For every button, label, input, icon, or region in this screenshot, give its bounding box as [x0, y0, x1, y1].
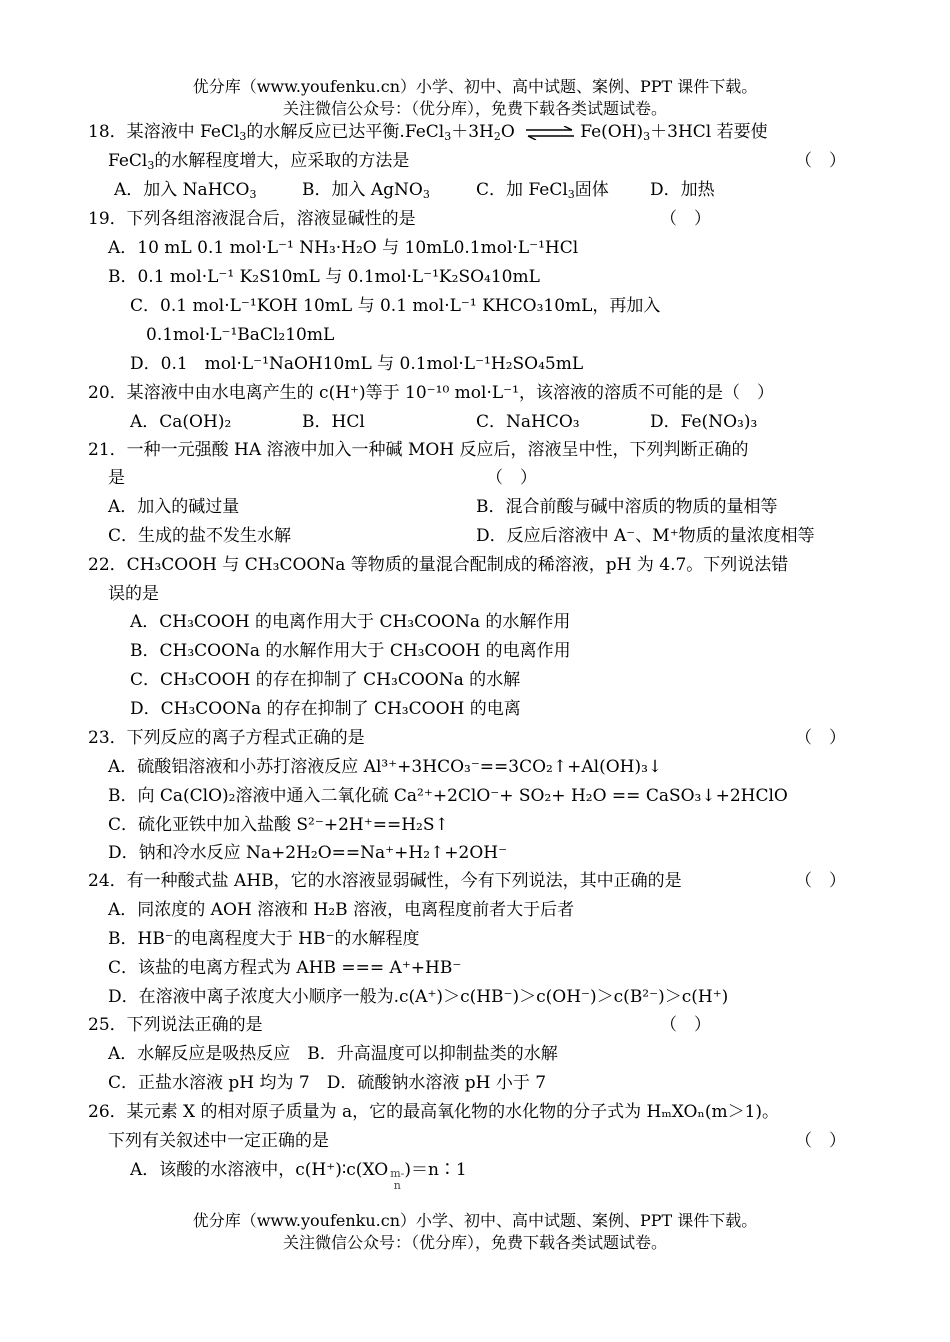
q26-answer-bracket: （ ）	[795, 1131, 846, 1151]
q20-option-a: A．Ca(OH)₂	[130, 412, 232, 432]
q26-stem-line2: 下列有关叙述中一定正确的是	[108, 1131, 329, 1151]
q19-option-c-line2: 0.1mol·L⁻¹BaCl₂10mL	[146, 325, 335, 345]
q19-stem: 19．下列各组溶液混合后，溶液显碱性的是	[88, 209, 416, 229]
q22-option-a: A．CH₃COOH 的电离作用大于 CH₃COONa 的水解作用	[130, 612, 571, 632]
q22-stem-line1: 22．CH₃COOH 与 CH₃COONa 等物质的量混合配制成的稀溶液，pH 为 4.7。下列说法错	[88, 555, 789, 575]
q21-option-a: A．加入的碱过量	[108, 497, 240, 517]
q25-options-ab: A．水解反应是吸热反应 B．升高温度可以抑制盐类的水解	[108, 1044, 558, 1064]
q24-option-d: D．在溶液中离子浓度大小顺序一般为.c(A⁺)＞c(HB⁻)＞c(OH⁻)＞c(B²⁻)＞c(H⁺)	[108, 987, 729, 1007]
q23-option-d: D．钠和冷水反应 Na+2H₂O==Na⁺+H₂↑+2OH⁻	[108, 843, 508, 863]
q23-option-b: B．向 Ca(ClO)₂溶液中通入二氧化硫 Ca²⁺+2ClO⁻+ SO₂+ H₂O == CaSO₃↓+2HClO	[108, 786, 788, 806]
q18-number: 18．	[88, 122, 127, 142]
header-line-2: 关注微信公众号：（优分库），免费下载各类试题试卷。	[282, 99, 667, 118]
q25-options-cd: C．正盐水溶液 pH 均为 7 D．硫酸钠水溶液 pH 小于 7	[108, 1073, 547, 1093]
q19-option-a: A．10 mL 0.1 mol·L⁻¹ NH₃·H₂O 与 10mL0.1mol·L⁻¹HCl	[108, 238, 579, 258]
q21-option-b: B．混合前酸与碱中溶质的物质的量相等	[476, 497, 778, 517]
q18-stem-line2: FeCl$_3$的水解程度增大，应采取的方法是	[108, 151, 410, 172]
q24-stem: 24．有一种酸式盐 AHB，它的水溶液显弱碱性，今有下列说法，其中正确的是	[88, 871, 682, 891]
q21-option-d: D．反应后溶液中 A⁻、M⁺物质的量浓度相等	[476, 526, 815, 546]
q21-stem-line1: 21．一种一元强酸 HA 溶液中加入一种碱 MOH 反应后，溶液呈中性，下列判断正确的	[88, 440, 749, 460]
q22-option-c: C．CH₃COOH 的存在抑制了 CH₃COONa 的水解	[130, 670, 521, 690]
q20-option-c: C．NaHCO₃	[476, 412, 580, 432]
q25-answer-bracket: （ ）	[660, 1015, 711, 1035]
q24-option-c: C．该盐的电离方程式为 AHB === A⁺+HB⁻	[108, 958, 462, 978]
q20-option-b: B．HCl	[302, 412, 365, 432]
q26-stem-line1: 26．某元素 X 的相对原子质量为 a，它的最高氧化物的水化物的分子式为 HₘXOₙ(m＞1)。	[88, 1102, 780, 1122]
q25-stem: 25．下列说法正确的是	[88, 1015, 263, 1035]
q26-option-a: A．该酸的水溶液中，c(H⁺)∶c(XO m- n)＝n∶1	[130, 1160, 467, 1192]
footer-line-2: 关注微信公众号：（优分库），免费下载各类试题试卷。	[282, 1233, 667, 1252]
q22-option-b: B．CH₃COONa 的水解作用大于 CH₃COOH 的电离作用	[130, 641, 571, 661]
q24-option-a: A．同浓度的 AOH 溶液和 H₂B 溶液，电离程度前者大于后者	[108, 900, 575, 920]
q20-option-d: D．Fe(NO₃)₃	[650, 412, 758, 432]
q20-stem: 20．某溶液中由水电离产生的 c(H⁺)等于 10⁻¹⁰ mol·L⁻¹，该溶液的溶质不可能的是（ ）	[88, 383, 774, 403]
q21-answer-bracket: （ ）	[486, 468, 537, 488]
q19-answer-bracket: （ ）	[660, 209, 711, 229]
q21-option-c: C．生成的盐不发生水解	[108, 526, 292, 546]
equilibrium-arrow-icon	[524, 126, 576, 140]
q22-stem-line2: 误的是	[108, 584, 159, 604]
q23-option-c: C．硫化亚铁中加入盐酸 S²⁻+2H⁺==H₂S↑	[108, 815, 449, 835]
footer-line-1: 优分库（www.youfenku.cn）小学、初中、高中试题、案例、PPT 课件下载。	[192, 1211, 758, 1230]
q23-stem: 23．下列反应的离子方程式正确的是	[88, 728, 365, 748]
q26-fraction: m- n	[390, 1167, 405, 1192]
q23-option-a: A．硫酸铝溶液和小苏打溶液反应 Al³⁺+3HCO₃⁻==3CO₂↑+Al(OH)₃↓	[108, 757, 663, 777]
q24-option-b: B．HB⁻的电离程度大于 HB⁻的水解程度	[108, 929, 420, 949]
q18-option-c: C．加 FeCl$_3$固体	[476, 180, 609, 201]
q18-option-a: A．加入 NaHCO$_3$	[114, 180, 257, 201]
header-line-1: 优分库（www.youfenku.cn）小学、初中、高中试题、案例、PPT 课件下载。	[192, 77, 758, 96]
q23-answer-bracket: （ ）	[795, 728, 846, 748]
q18-answer-bracket: （ ）	[795, 151, 846, 171]
q18-option-b: B．加入 AgNO$_3$	[302, 180, 430, 201]
q24-answer-bracket: （ ）	[795, 871, 846, 891]
q22-option-d: D．CH₃COONa 的存在抑制了 CH₃COOH 的电离	[130, 699, 521, 719]
q19-option-c-line1: C．0.1 mol·L⁻¹KOH 10mL 与 0.1 mol·L⁻¹ KHCO₃10mL，再加入	[130, 296, 661, 316]
q18-stem-line1: 18．某溶液中 FeCl$_3$的水解反应已达平衡$.FeCl_3+3H_2O$ $Fe(OH)_3+3HCl$ 若要使	[88, 122, 768, 143]
q18-option-d: D．加热	[650, 180, 715, 200]
q19-option-b: B．0.1 mol·L⁻¹ K₂S10mL 与 0.1mol·L⁻¹K₂SO₄10mL	[108, 267, 540, 287]
q19-option-d: D．0.1 mol·L⁻¹NaOH10mL 与 0.1mol·L⁻¹H₂SO₄5mL	[130, 354, 584, 374]
q21-stem-line2: 是	[108, 468, 125, 488]
